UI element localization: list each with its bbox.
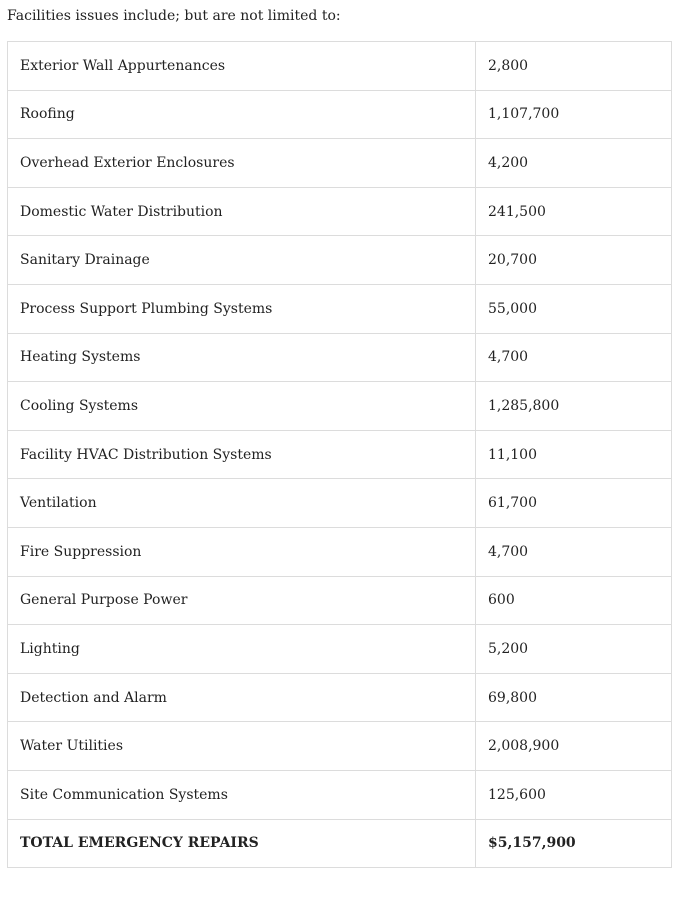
repairs-table xyxy=(7,41,672,868)
table-row xyxy=(8,90,672,139)
table-row xyxy=(8,139,672,188)
table-row xyxy=(8,333,672,382)
table-row xyxy=(8,382,672,431)
row-amount: 11,100 xyxy=(476,430,672,479)
row-label: Fire Suppression xyxy=(8,527,476,576)
intro-text: Facilities issues include; but are not limited to: xyxy=(7,8,341,24)
table-row xyxy=(8,722,672,771)
row-label: Site Communication Systems xyxy=(8,770,476,819)
total-amount: $5,157,900 xyxy=(476,819,672,868)
row-amount: 4,700 xyxy=(476,527,672,576)
table-row xyxy=(8,430,672,479)
table-row xyxy=(8,42,672,91)
total-row xyxy=(8,819,672,868)
row-label: Lighting xyxy=(8,625,476,674)
row-label: Domestic Water Distribution xyxy=(8,187,476,236)
row-amount: 55,000 xyxy=(476,284,672,333)
row-label: Overhead Exterior Enclosures xyxy=(8,139,476,188)
row-amount: 241,500 xyxy=(476,187,672,236)
table-row xyxy=(8,479,672,528)
row-amount: 69,800 xyxy=(476,673,672,722)
table-row xyxy=(8,236,672,285)
row-label: General Purpose Power xyxy=(8,576,476,625)
row-amount: 4,700 xyxy=(476,333,672,382)
total-label: TOTAL EMERGENCY REPAIRS xyxy=(8,819,476,868)
row-label: Heating Systems xyxy=(8,333,476,382)
row-label: Detection and Alarm xyxy=(8,673,476,722)
row-label: Exterior Wall Appurtenances xyxy=(8,42,476,91)
row-amount: 600 xyxy=(476,576,672,625)
row-amount: 2,800 xyxy=(476,42,672,91)
table-row xyxy=(8,673,672,722)
row-amount: 125,600 xyxy=(476,770,672,819)
table-row xyxy=(8,284,672,333)
table-row xyxy=(8,527,672,576)
row-label: Process Support Plumbing Systems xyxy=(8,284,476,333)
table-row xyxy=(8,576,672,625)
table-row xyxy=(8,187,672,236)
row-amount: 1,285,800 xyxy=(476,382,672,431)
row-amount: 5,200 xyxy=(476,625,672,674)
row-amount: 2,008,900 xyxy=(476,722,672,771)
row-amount: 20,700 xyxy=(476,236,672,285)
row-label: Facility HVAC Distribution Systems xyxy=(8,430,476,479)
row-amount: 61,700 xyxy=(476,479,672,528)
row-label: Roofing xyxy=(8,90,476,139)
row-amount: 4,200 xyxy=(476,139,672,188)
row-amount: 1,107,700 xyxy=(476,90,672,139)
row-label: Water Utilities xyxy=(8,722,476,771)
table-row xyxy=(8,625,672,674)
row-label: Cooling Systems xyxy=(8,382,476,431)
table-row xyxy=(8,770,672,819)
row-label: Ventilation xyxy=(8,479,476,528)
row-label: Sanitary Drainage xyxy=(8,236,476,285)
